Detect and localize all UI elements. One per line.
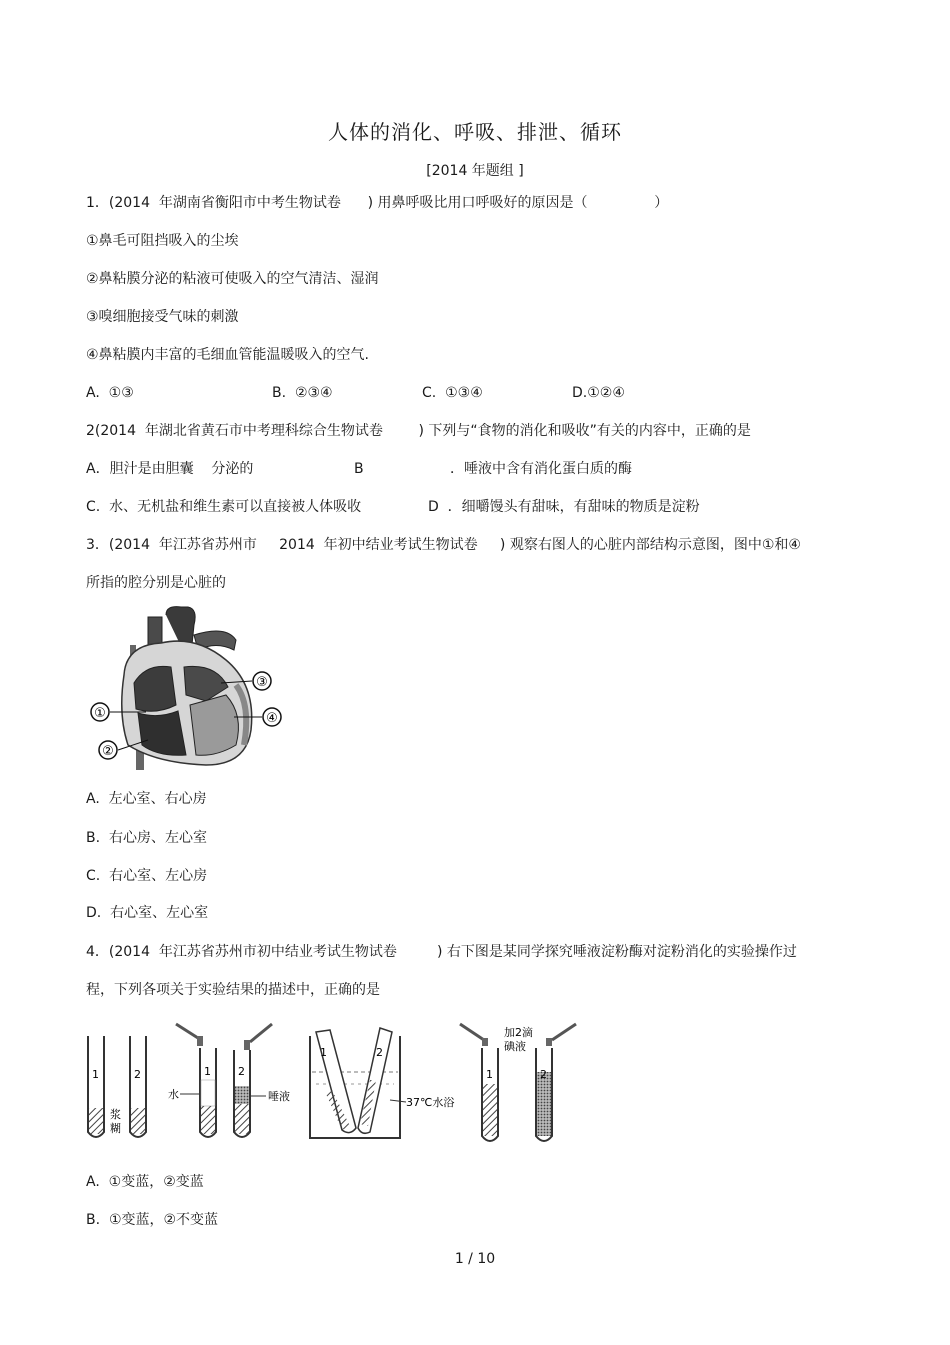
paste-label-1: 浆 [110,1108,121,1121]
q4-stem-line-1: 4．(2014 年江苏省苏州市初中结业考试生物试卷 ) 右下图是某同学探究唾液淀粉酶对淀粉消化的实验操作过 [86,944,797,960]
q1-item-4: ④鼻粘膜内丰富的毛细血管能温暖吸入的空气. [86,347,369,363]
water-label: 水 [168,1088,179,1101]
step4-tube-1-label: 1 [486,1068,493,1081]
q3-option-a: A. 左心室、右心房 [86,791,207,807]
q1-option-a: A. ①③ [86,385,134,401]
q2-stem: 2(2014 年湖北省黄石市中考理科综合生物试卷 ) 下列与“食物的消化和吸收”有关的内容中，正确的是 [86,423,751,439]
step-4-iodine [460,1024,576,1141]
heart-label-4: ④ [266,711,278,726]
step2-tube-2-label: 2 [238,1065,245,1078]
q1-option-b: B. ②③④ [272,385,333,401]
q4-stem-line-2: 程，下列各项关于实验结果的描述中，正确的是 [86,982,380,998]
page-subtitle: [2014 年题组 ] [426,163,524,179]
q1-option-c: C. ①③④ [422,385,483,401]
q1-stem: 1．(2014 年湖南省衡阳市中考生物试卷 ) 用鼻呼吸比用口呼吸好的原因是（ ） [86,195,669,211]
step3-tube-1-label: 1 [320,1046,327,1059]
q2-option-d: D ．细嚼馒头有甜味，有甜味的物质是淀粉 [428,499,700,515]
q3-option-b: B. 右心房、左心室 [86,830,207,846]
q3-option-c: C. 右心室、左心房 [86,868,208,884]
page-title: 人体的消化、呼吸、排泄、循环 [328,120,622,144]
iodine-label-2: 碘液 [504,1040,526,1053]
q1-option-d: D.①②④ [572,385,625,401]
q2-option-a: A．胆汁是由胆囊 分泌的 [86,461,254,477]
q1-item-1: ①鼻毛可阻挡吸入的尘埃 [86,233,239,249]
step3-tube-2-label: 2 [376,1046,383,1059]
q3-option-d: D. 右心室、左心室 [86,905,209,921]
step4-tube-2-label: 2 [540,1068,547,1081]
step-1-tubes [88,1036,146,1137]
heart-label-2: ② [102,744,114,759]
water-bath-label: 37℃水浴 [406,1096,455,1109]
paste-label-2: 糊 [110,1122,121,1135]
iodine-label-1: 加2滴 [504,1026,533,1039]
step1-tube-2-label: 2 [134,1068,141,1081]
step1-tube-1-label: 1 [92,1068,99,1081]
q1-item-3: ③嗅细胞接受气味的刺激 [86,309,239,325]
q3-stem-line-2: 所指的腔分别是心脏的 [86,575,226,591]
q4-option-b: B. ①变蓝，②不变蓝 [86,1212,219,1228]
heart-label-1: ① [94,706,106,721]
q3-stem-line-1: 3．(2014 年江苏省苏州市 2014 年初中结业考试生物试卷 ) 观察右图人的心脏内部结构示意图，图中①和④ [86,537,801,553]
experiment-diagram [84,1020,584,1150]
q2-option-b: ．唾液中含有消化蛋白质的酶 [450,461,632,477]
q2-option-c: C. 水、无机盐和维生素可以直接被人体吸收 [86,499,362,515]
step-3-water-bath [310,1028,454,1138]
q2-option-b-letter: B [354,461,364,477]
q4-option-a: A. ①变蓝，②变蓝 [86,1174,204,1190]
saliva-label: 唾液 [268,1090,290,1103]
page-number: 1 / 10 [454,1251,496,1267]
step2-tube-1-label: 1 [204,1065,211,1078]
q1-item-2: ②鼻粘膜分泌的粘液可使吸入的空气清洁、湿润 [86,271,379,287]
step-2-tubes [168,1024,290,1137]
heart-diagram [86,605,296,775]
heart-label-3: ③ [256,675,268,690]
